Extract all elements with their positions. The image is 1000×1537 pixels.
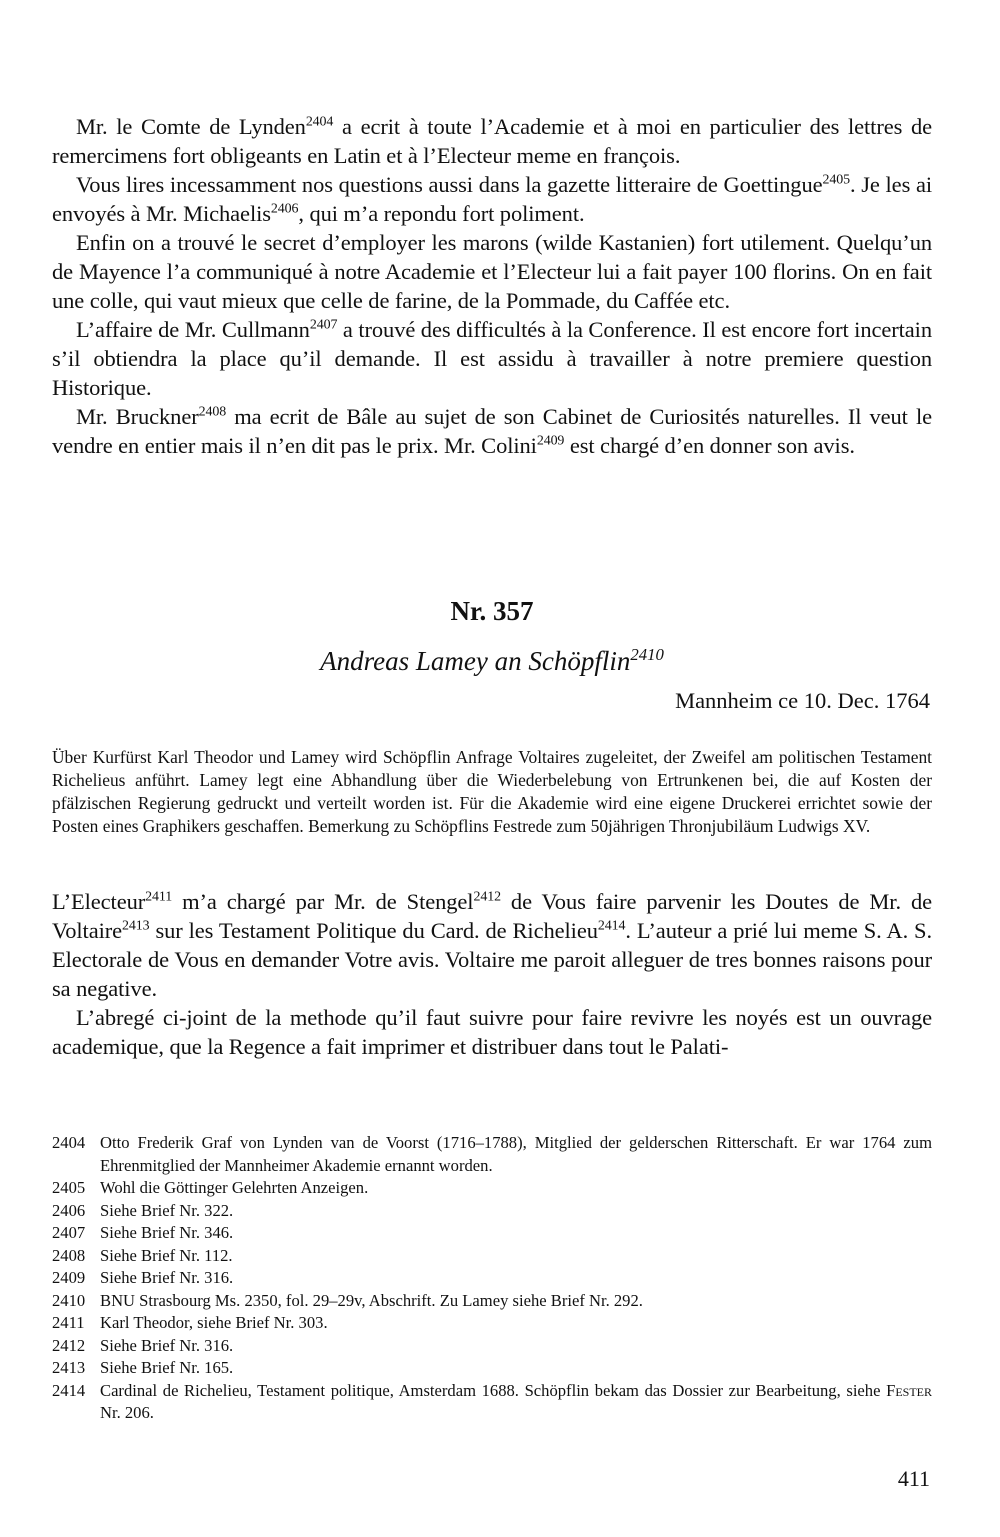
text-run: Siehe Brief Nr. 346. (100, 1223, 234, 1242)
footnote-number: 2408 (52, 1245, 86, 1265)
text-run: Wohl die Göttinger Gelehrten Anzeigen. (100, 1178, 369, 1197)
text-run: Mr. le Comte de Lynden (76, 114, 306, 139)
page-number: 411 (897, 1466, 930, 1491)
footnote (52, 1290, 932, 1313)
footnote-ref: 2407 (309, 317, 338, 333)
author-name: Fester (886, 1380, 932, 1400)
footnote-ref: 2414 (597, 918, 626, 934)
footnote-number: 2404 (52, 1133, 86, 1152)
paragraph (52, 315, 932, 402)
text-run: m’a chargé par Mr. de Stengel (172, 889, 474, 914)
dateline: Mannheim ce 10. Dec. 1764 (675, 688, 930, 713)
footnote-number: 2412 (52, 1335, 86, 1355)
footnote (52, 1200, 932, 1223)
footnote-number: 2411 (52, 1313, 85, 1332)
text-run: Siehe Brief Nr. 316. (100, 1268, 234, 1287)
text-run: Karl Theodor, siehe Brief Nr. 303. (100, 1313, 328, 1332)
footnote-text (100, 1357, 932, 1380)
footnote (52, 1380, 932, 1425)
paragraph (52, 170, 932, 228)
footnote-text (100, 1335, 932, 1358)
footnote-ref: 2411 (145, 889, 173, 905)
text-run: . L’auteur a prié lui meme S. A. S. Electorale de Vous en demander Votre avis. Voltaire me paroit alleguer de tres bonnes raisons pour sa negative. (52, 918, 932, 1001)
letter-text (52, 887, 932, 1061)
text-run: Siehe Brief Nr. 322. (100, 1200, 234, 1220)
text-run: sur les Testament Politique du Card. de Richelieu (149, 918, 598, 943)
footnote-number: 2414 (52, 1380, 86, 1400)
footnote-number: 2413 (52, 1358, 86, 1377)
paragraph (52, 228, 932, 315)
paragraph (52, 887, 932, 1003)
paragraph (52, 112, 932, 170)
footnote-number: 2405 (52, 1178, 86, 1197)
footnote (52, 1267, 932, 1290)
letter-title-text: Andreas Lamey an Schöpflin (320, 646, 631, 676)
footnote (52, 1132, 932, 1177)
footnote-ref: 2404 (305, 114, 334, 130)
regest-summary: Über Kurfürst Karl Theodor und Lamey wird Schöpflin Anfrage Voltaires zugeleitet, der Zweifel am politischen Testament Richelieus anführt. Lamey legt eine Abhandlung über die Wiederbelebung von Ertrunkenen bei, die auf Kosten der pfälzischen Regierung gedruckt und verteilt worden ist. Für die Akademie wird eine eigene Druckerei errichtet sowie der Posten eines Graphikers geschaffen. Bemerkung zu Schöpflins Festrede zum 50jährigen Thronjubiläum Ludwigs XV. (52, 747, 932, 836)
footnote (52, 1335, 932, 1358)
text-run: BNU Strasbourg Ms. 2350, fol. 29–29v, Abschrift. Zu Lamey siehe Brief Nr. 292. (100, 1290, 643, 1310)
footnote-number: 2407 (52, 1223, 86, 1242)
footnote-text (100, 1290, 932, 1313)
footnote-ref: 2409 (536, 433, 565, 449)
text-run: Nr. 206. (100, 1403, 154, 1422)
paragraph (52, 402, 932, 460)
previous-letter-text (52, 112, 932, 460)
footnote-text (100, 1177, 932, 1200)
text-run: , qui m’a repondu fort poliment. (298, 201, 585, 226)
footnote-ref: 2413 (122, 918, 150, 934)
footnotes (52, 1132, 932, 1425)
text-run: Cardinal de Richelieu, Testament politique, Amsterdam 1688. Schöpflin bekam das Dossier zur Bearbeitung, siehe (100, 1380, 887, 1400)
footnote (52, 1222, 932, 1245)
footnote-ref: 2406 (270, 201, 299, 217)
footnote-text (100, 1380, 932, 1425)
footnote-ref: 2410 (630, 645, 664, 664)
footnote-number: 2410 (52, 1290, 86, 1310)
footnote (52, 1177, 932, 1200)
text-run: . Je les ai envoyés à Mr. Michaelis (52, 172, 933, 226)
text-run: a ecrit à toute l’Academie et à moi en particulier des lettres de remercimens fort obligeants en Latin et à l’Electeur meme en françois. (52, 114, 932, 168)
text-run: Siehe Brief Nr. 165. (100, 1358, 234, 1377)
text-run: Otto Frederik Graf von Lynden van de Voorst (1716–1788), Mitglied der gelderschen Ritterschaft. Er war 1764 zum Ehrenmitglied der Mannheimer Akademie ernannt worden. (100, 1133, 932, 1175)
footnote-ref: 2408 (198, 404, 227, 420)
footnote-text (100, 1312, 932, 1335)
text-run: L’affaire de Mr. Cullmann (76, 317, 310, 342)
text-run: est chargé d’en donner son avis. (564, 433, 855, 458)
footnote (52, 1312, 932, 1335)
paragraph (52, 1003, 932, 1061)
footnote-ref: 2412 (473, 889, 501, 905)
text-run: Mr. Bruckner (76, 404, 199, 429)
text-run: Vous lires incessamment nos questions aussi dans la gazette litteraire de Goettingue (76, 172, 823, 197)
text-run: L’abregé ci-joint de la methode qu’il faut suivre pour faire revivre les noyés est un ouvrage academique, que la Regence a fait imprimer et distribuer dans tout le Palati- (52, 1005, 932, 1059)
text-run: Siehe Brief Nr. 316. (100, 1335, 234, 1355)
text-run: ma ecrit de Bâle au sujet de son Cabinet de Curiosités naturelles. Il veut le vendre en entier mais il n’en dit pas le prix. Mr. Colini (52, 404, 932, 458)
footnote (52, 1245, 932, 1268)
text-run: de Vous faire parvenir les Doutes de Mr. de Voltaire (52, 889, 932, 943)
footnote-ref: 2405 (822, 172, 850, 188)
text-run: Enfin on a trouvé le secret d’employer les marons (wilde Kastanien) fort utilement. Quelqu’un de Mayence l’a communiqué à notre Academie et l’Electeur lui a fait payer 100 florins. On en fait une colle, qui vaut mieux que celle de farine, de la Pommade, du Caffée etc. (52, 230, 932, 313)
footnote-text (100, 1200, 932, 1223)
footnote-text (100, 1267, 932, 1290)
footnote (52, 1357, 932, 1380)
footnote-text (100, 1132, 932, 1177)
letter-number: Nr. 357 (450, 596, 534, 626)
text-run: L’Electeur (52, 889, 146, 914)
footnote-number: 2409 (52, 1268, 86, 1287)
text-run: Siehe Brief Nr. 112. (100, 1245, 233, 1265)
letter-title (52, 646, 932, 677)
page (52, 0, 932, 1537)
footnote-text (100, 1245, 932, 1268)
text-run: a trouvé des difficultés à la Conference. Il est encore fort incertain s’il obtiendra la place qu’il demande. Il est assidu à travailler à notre premiere question Historique. (52, 317, 932, 400)
footnote-text (100, 1222, 932, 1245)
footnote-number: 2406 (52, 1200, 86, 1220)
